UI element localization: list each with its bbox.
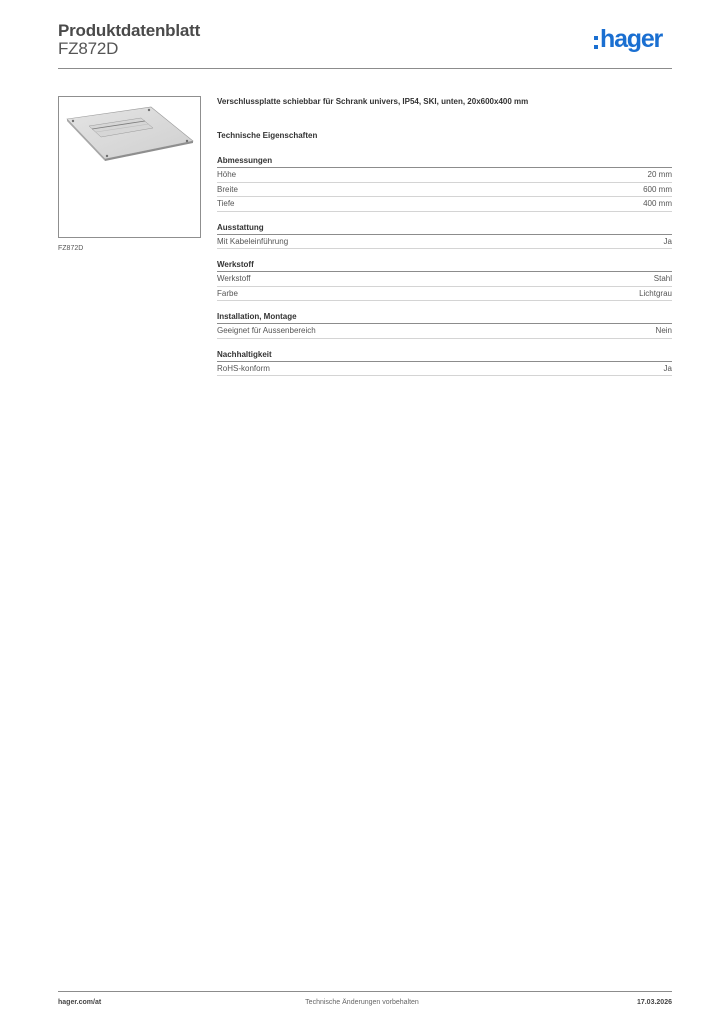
properties-heading: Technische Eigenschaften <box>217 131 318 140</box>
property-group-dimensions <box>217 155 672 212</box>
property-value: Lichtgrau <box>639 288 672 298</box>
property-group-installation <box>217 311 672 339</box>
property-group-equipment <box>217 222 672 250</box>
property-group-material <box>217 259 672 301</box>
property-label: Geeignet für Aussenbereich <box>217 326 316 335</box>
property-label: RoHS-konform <box>217 363 270 373</box>
property-value: Ja <box>663 236 672 246</box>
property-row <box>217 324 672 339</box>
logo-text: hager <box>600 25 663 53</box>
footer-date: 17.03.2026 <box>636 999 672 1006</box>
group-title: Abmessungen <box>217 155 672 168</box>
group-title: Werkstoff <box>217 259 672 272</box>
logo-dots-icon <box>594 36 599 50</box>
product-code: FZ872D <box>58 39 119 58</box>
group-title: Installation, Montage <box>217 311 672 324</box>
property-row <box>217 183 672 198</box>
property-group-sustainability <box>217 349 672 377</box>
property-value: 600 mm <box>643 184 672 194</box>
product-details <box>217 96 672 386</box>
product-image <box>58 96 201 238</box>
image-caption: FZ872D <box>58 245 84 252</box>
property-value: Stahl <box>653 274 672 283</box>
property-value: Ja <box>663 363 672 373</box>
property-value: 20 mm <box>647 170 672 179</box>
footer-notice: Technische Änderungen vorbehalten <box>305 999 419 1006</box>
property-row <box>217 272 672 287</box>
footer-divider <box>58 991 672 992</box>
cover-plate-illustration-icon <box>59 97 200 237</box>
property-row <box>217 168 672 183</box>
property-label: Höhe <box>217 170 237 179</box>
footer-website-link[interactable]: hager.com/at <box>58 999 102 1006</box>
property-value: Nein <box>655 326 672 335</box>
page-title: Produktdatenblatt <box>58 21 201 40</box>
property-row <box>217 362 672 377</box>
property-label: Breite <box>217 184 238 194</box>
property-label: Tiefe <box>217 199 235 208</box>
property-row <box>217 287 672 302</box>
property-value: 400 mm <box>643 199 672 208</box>
property-label: Farbe <box>217 288 238 298</box>
property-row <box>217 235 672 250</box>
product-description: Verschlussplatte schiebbar für Schrank univers, IP54, SKI, unten, 20x600x400 mm <box>217 97 529 106</box>
property-label: Werkstoff <box>217 274 251 283</box>
property-row <box>217 197 672 212</box>
group-title: Ausstattung <box>217 222 672 235</box>
property-label: Mit Kabeleinführung <box>217 236 289 246</box>
group-title: Nachhaltigkeit <box>217 349 672 362</box>
header-divider <box>58 68 672 69</box>
